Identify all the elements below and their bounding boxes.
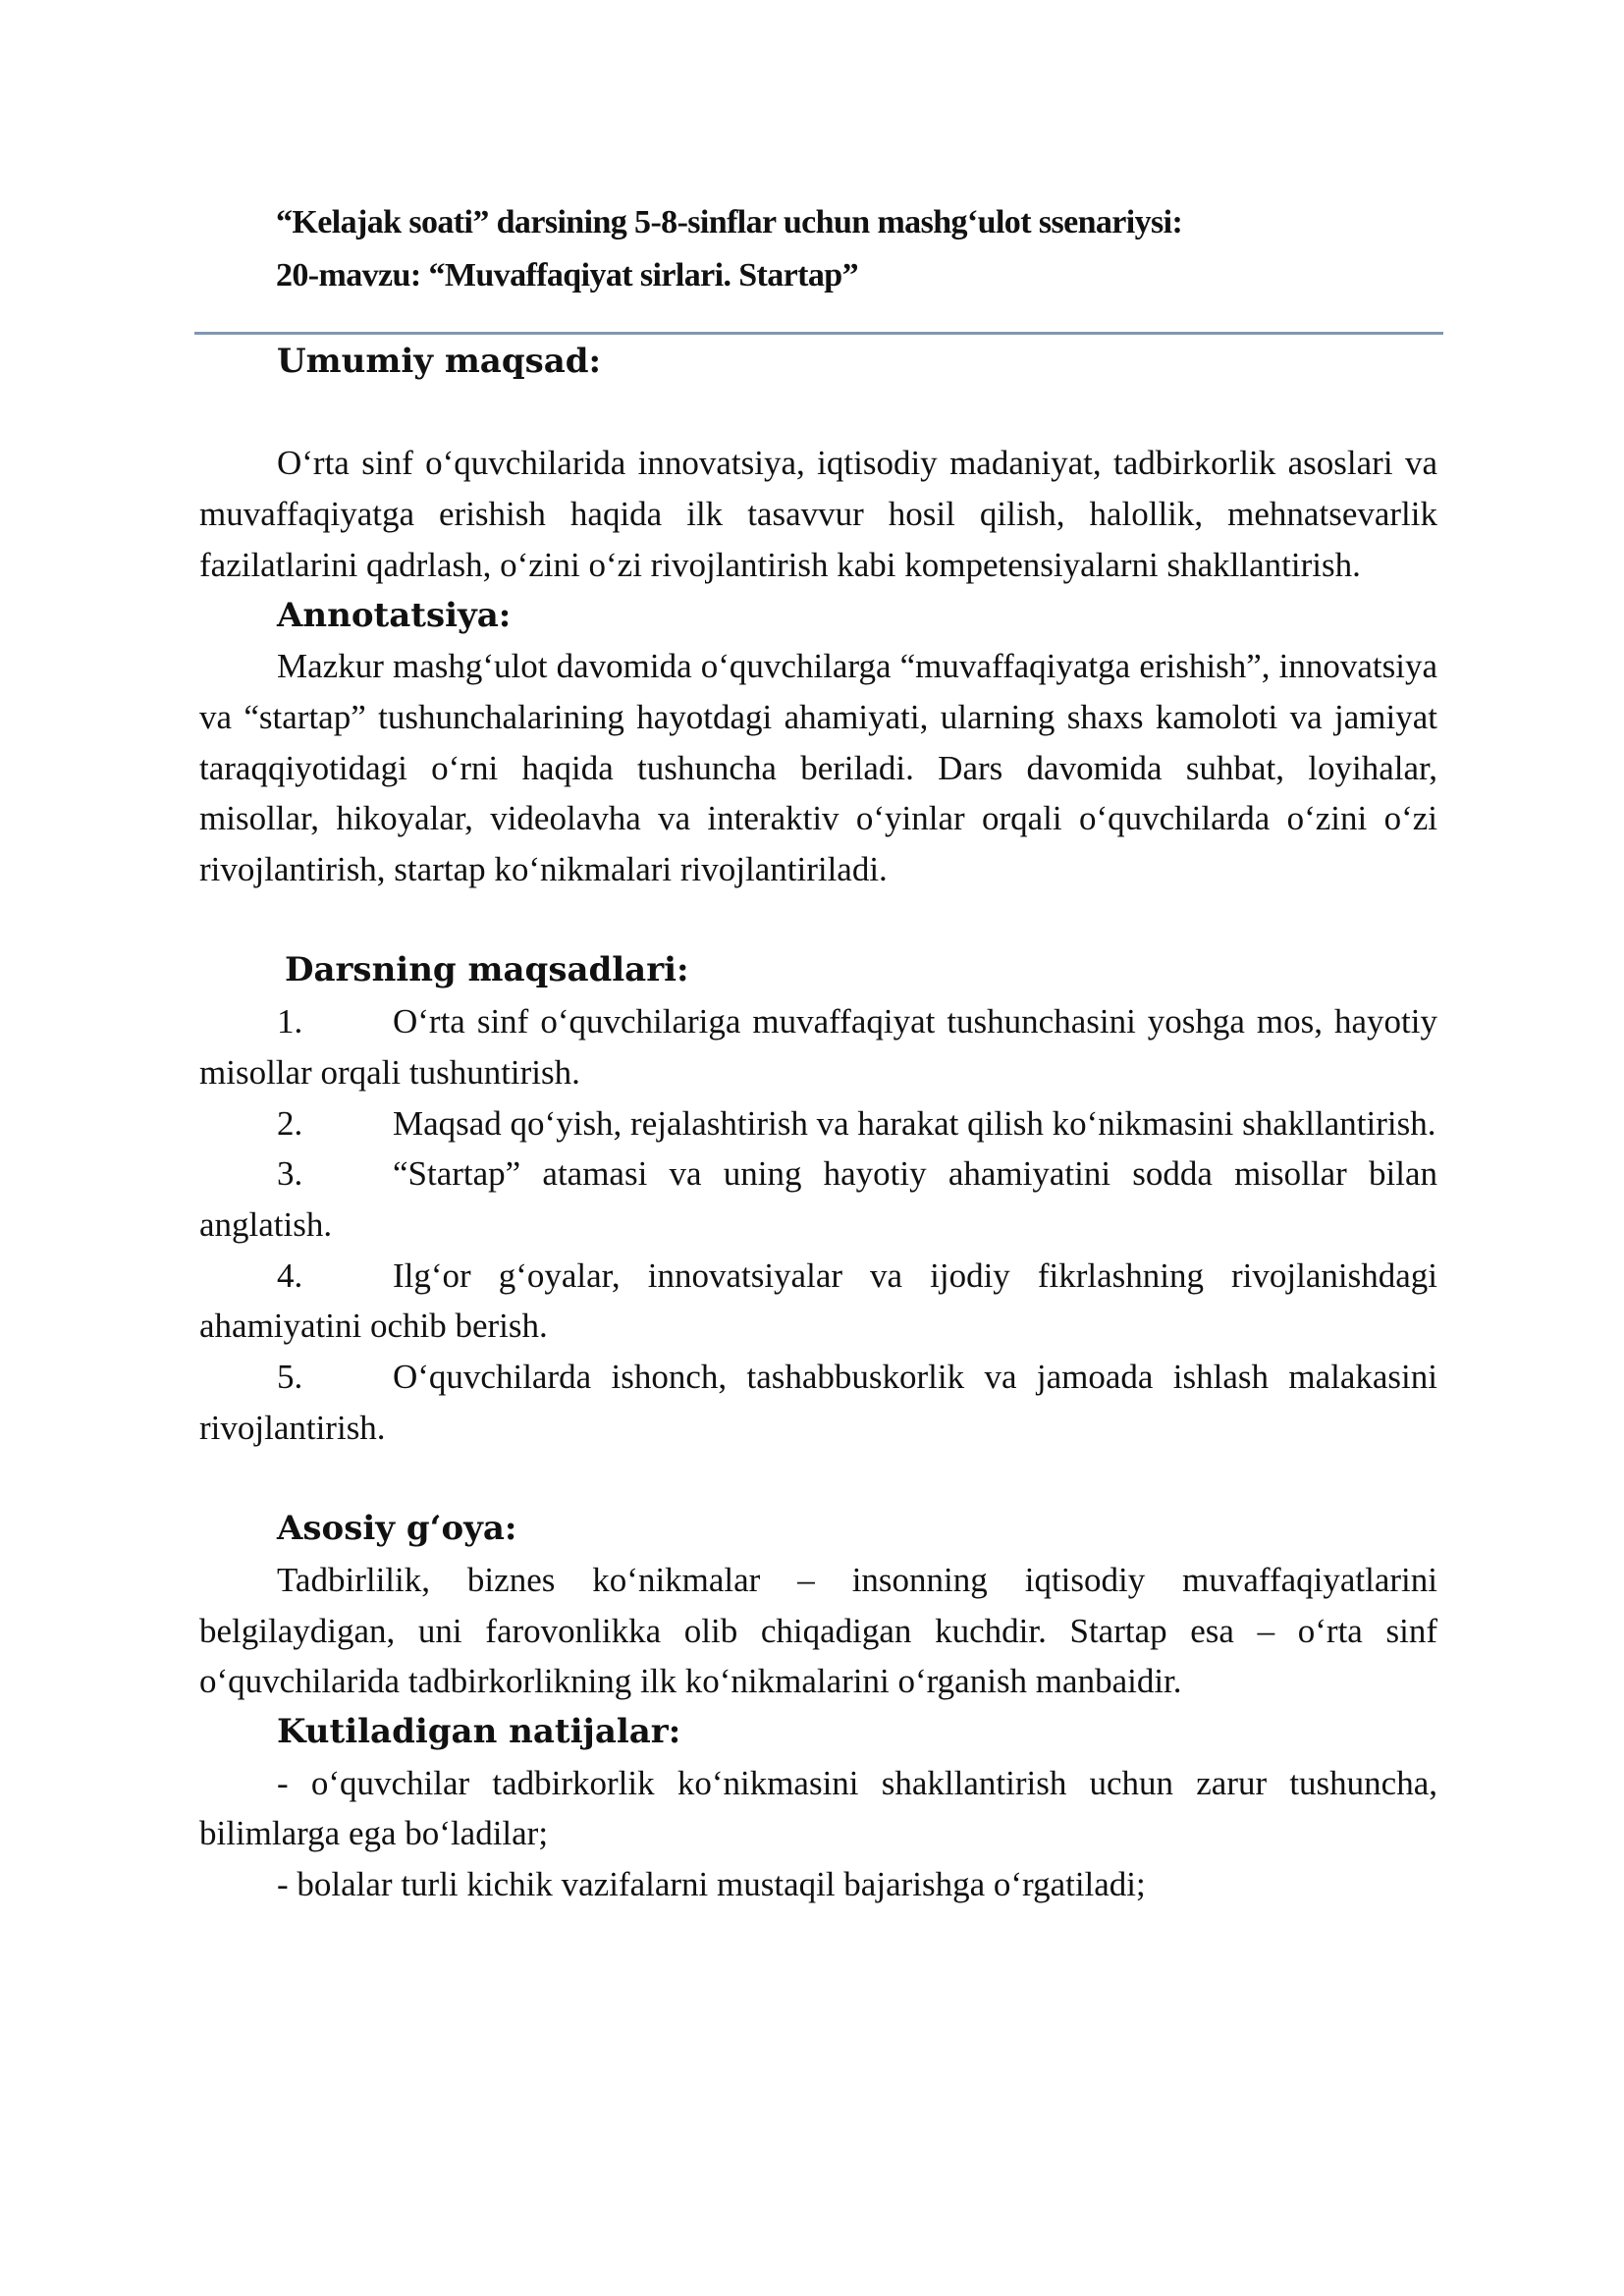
list-item	[199, 1098, 1437, 1149]
list-item	[199, 1148, 1437, 1250]
list-item-text: O‘quvchilarda ishonch, tashabbuskorlik va jamoada ishlash malakasini rivojlantirish.	[199, 1358, 1437, 1447]
list-item-number: 4.	[277, 1255, 303, 1295]
header-divider	[194, 332, 1443, 335]
list-item-number: 5.	[277, 1358, 303, 1397]
section-heading-maqsadlar: Darsning maqsadlari:	[285, 950, 689, 990]
list-item	[199, 1352, 1437, 1453]
natija-item: - o‘quvchilar tadbirkorlik ko‘nikmasini shakllantirish uchun zarur tushuncha, bilimlarga ega bo‘ladilar;	[199, 1763, 1437, 1853]
list-item-number: 3.	[277, 1154, 303, 1194]
list-item-text: Maqsad qo‘yish, rejalashtirish va harakat qilish ko‘nikmasini shakllantirish.	[393, 1103, 1436, 1143]
list-item	[199, 996, 1437, 1097]
list-item-number: 1.	[277, 1002, 303, 1041]
spacer	[199, 1453, 1437, 1504]
title-line-1: “Kelajak soati” darsining 5-8-sinflar uchun mashg‘ulot ssenariysi:	[276, 204, 1183, 240]
list-item-number: 2.	[277, 1103, 303, 1143]
document-body	[199, 337, 1437, 1910]
section-heading-umumiy: Umumiy maqsad:	[277, 342, 602, 381]
list-item	[199, 1251, 1437, 1352]
annotatsiya-text: Mazkur mashg‘ulot davomida o‘quvchilarga “muvaffaqiyatga erishish”, innovatsiya va “startap” tushunchalarining hayotdagi ahamiyati, ularning shaxs kamoloti va jamiyat taraqqiyotidagi o‘rni haqida tushuncha beriladi. Dars davomida suhbat, loyihalar, misollar, hikoyalar, videolavha va interaktiv o‘yinlar orqali o‘quvchilarda o‘zini o‘zi rivojlantirish, startap ko‘nikmalari rivojlantiriladi.	[199, 647, 1437, 889]
list-item-text: O‘rta sinf o‘quvchilariga muvaffaqiyat tushunchasini yoshga mos, hayotiy misollar orqali tushuntirish.	[199, 1002, 1437, 1092]
natija-item: - bolalar turli kichik vazifalarni mustaqil bajarishga o‘rgatiladi;	[277, 1865, 1146, 1904]
spacer	[199, 388, 1437, 439]
section-heading-annotatsiya: Annotatsiya:	[277, 595, 512, 635]
umumiy-text: O‘rta sinf o‘quvchilarida innovatsiya, iqtisodiy madaniyat, tadbirkorlik asoslari va muvaffaqiyatga erishish haqida ilk tasavvur hosil qilish, halollik, mehnatsevarlik fazilatlarini qadrlash, o‘zini o‘zi rivojlantirish kabi kompetensiyalarni shakllantirish.	[199, 444, 1437, 584]
title-line-2: 20-mavzu: “Muvaffaqiyat sirlari. Startap”	[276, 257, 858, 294]
section-heading-goya: Asosiy g‘oya:	[277, 1509, 517, 1549]
list-item-text: Ilg‘or g‘oyalar, innovatsiyalar va ijodiy fikrlashning rivojlanishdagi ahamiyatini ochib berish.	[199, 1255, 1437, 1346]
spacer	[199, 895, 1437, 946]
goya-text: Tadbirlilik, biznes ko‘nikmalar – insonning iqtisodiy muvaffaqiyatlarini belgilaydigan, uni farovonlikka olib chiqadigan kuchdir. Startap esa – o‘rta sinf o‘quvchilarida tadbirkorlikning ilk ko‘nikmalarini o‘rganish manbaidir.	[199, 1560, 1437, 1701]
list-item-text: “Startap” atamasi va uning hayotiy ahamiyatini sodda misollar bilan anglatish.	[199, 1154, 1437, 1244]
document-title	[276, 196, 1454, 302]
section-heading-natijalar: Kutiladigan natijalar:	[277, 1711, 681, 1751]
